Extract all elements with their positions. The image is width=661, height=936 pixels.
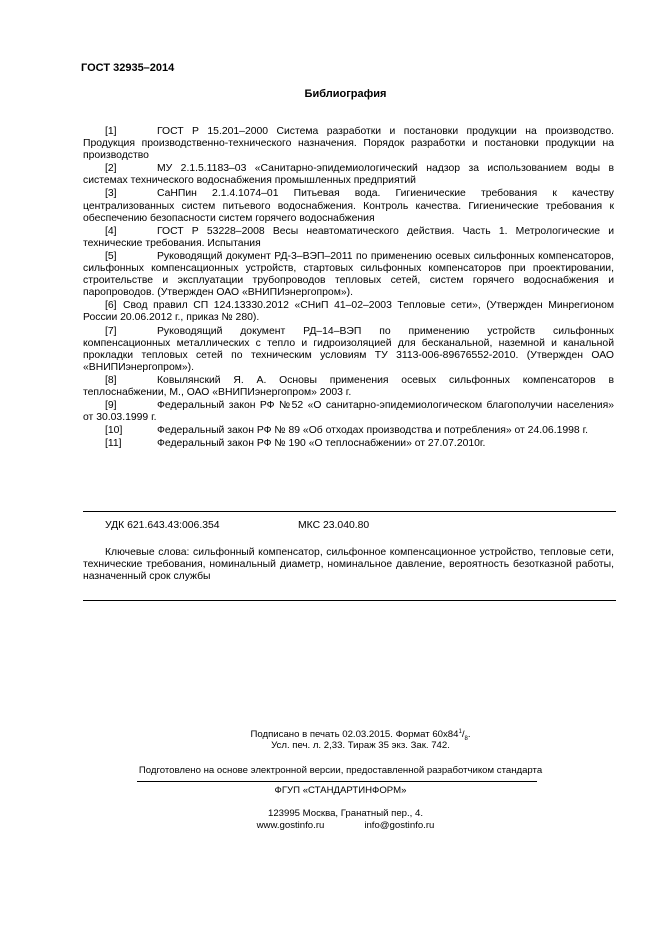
entry-number: [4] <box>105 225 117 237</box>
entry-text: Федеральный закон РФ № 190 «О теплоснабжении» от 27.07.2010г. <box>157 438 486 450</box>
publisher-line <box>0 785 661 797</box>
section-title: Библиография <box>304 88 387 100</box>
entry-text: Свод правил СП 124.13330.2012 «СНиП 41–02–2003 Тепловые сети», (Утвержден Минрегионом России 20.06.2012 г., приказ № 280). <box>83 300 614 324</box>
entry-text: Федеральный закон РФ №52 «О санитарно-эпидемиологическом благополучии населения» от 30.03.1999 г. <box>83 400 614 424</box>
entry-text: ГОСТ Р 15.201–2000 Система разработки и постановки продукции на производство. Продукция производственно-технического назначения. Порядок разработки и постановки продукции на производство <box>83 126 614 162</box>
entry-text: Ковылянский Я. А. Основы применения осевых сильфонных компенсаторов в теплоснабжении, М., ОАО «ВНИПИэнергопром» 2003 г. <box>83 374 614 398</box>
entry-number: [11] <box>105 438 122 450</box>
prepared-by: Подготовлено на основе электронной версии, предоставленной разработчиком стандарта <box>138 765 543 776</box>
print-signed-line: Подписано в печать 02.03.2015. Формат $60х84^1/_8$. <box>0 727 661 746</box>
entry-number: [8] <box>105 374 117 386</box>
udk-code: УДК 621.643.43:006.354 <box>105 520 220 531</box>
publisher-divider <box>137 781 537 782</box>
entry-number: [7] <box>105 325 117 337</box>
signed-text: Подписано в печать 02.03.2015. Формат 60х84 <box>250 729 459 741</box>
publisher-contacts <box>0 808 661 832</box>
mks-code: МКС 23.040.80 <box>298 520 370 531</box>
entry-number: [6] <box>105 300 117 312</box>
print-info-line <box>0 740 661 752</box>
bibliography-entry <box>83 438 614 450</box>
entry-text: Федеральный закон РФ № 89 «Об отходах производства и потребления» от 24.06.1998 г. <box>157 425 588 437</box>
entry-number: [3] <box>105 188 117 200</box>
entry-number: [2] <box>105 163 117 175</box>
entry-number: [5] <box>105 250 117 262</box>
keywords-paragraph: Ключевые слова: сильфонный компенсатор, сильфонное компенсационное устройство, тепловые сети, технические требования, номинальный диаметр, номинальное давление, вероятность безотказной работы, назначенный срок службы <box>83 547 614 583</box>
bibliography-entry <box>83 126 614 162</box>
entry-text: ГОСТ Р 53228–2008 Весы неавтоматического действия. Часть 1. Метрологические и технические требования. Испытания <box>83 225 614 249</box>
entry-text: СаНПин 2.1.4.1074–01 Питьевая вода. Гигиенические требования к качеству централизованных систем питьевого водоснабжения. Контроль качества. Гигиенические требования к обеспечению безопасности систем горячего водоснабжения <box>83 188 614 224</box>
bibliography-entry <box>83 326 614 374</box>
bibliography-entry <box>83 300 614 324</box>
divider-top <box>83 511 616 512</box>
entry-text: МУ 2.1.5.1183–03 «Санитарно-эпидемиологический надзор за использованием воды в системах технического водоснабжения промышленных предприятий <box>83 163 614 187</box>
address-row <box>0 808 661 820</box>
bibliography-entry <box>83 188 614 224</box>
entry-number: [1] <box>105 126 117 137</box>
publisher-name: ФГУП «СТАНДАРТИНФОРМ» <box>274 785 407 796</box>
entry-number: [10] <box>105 425 123 437</box>
prepared-by-line <box>0 765 661 777</box>
entry-number: [9] <box>105 400 117 412</box>
links-row <box>0 820 661 832</box>
bibliography-entry <box>83 375 614 399</box>
classification-codes <box>105 520 370 531</box>
bibliography-entry <box>83 226 614 250</box>
format-denominator: 8 <box>464 736 468 743</box>
entry-text: Руководящий документ РД-3–ВЭП–2011 по применению осевых сильфонных компенсаторов, сильфонных компенсационных устройств, стартовых сильфонных компенсаторов при проектировании, строительстве и эксплуатации трубопроводов тепловых сетей, систем горячего водоснабжения и паропроводов. (Утвержден ОАО «ВНИПИэнергопром»). <box>83 250 614 299</box>
bibliography-entry <box>83 400 614 424</box>
document-id-header: ГОСТ 32935–2014 <box>81 62 175 74</box>
format-suffix: . <box>467 729 471 741</box>
bibliography-entry <box>83 251 614 299</box>
bibliography-entry <box>83 425 614 437</box>
publisher-address: 123995 Москва, Гранатный пер., 4. <box>268 808 423 819</box>
format-numerator: 1 <box>458 729 462 735</box>
link-spacer <box>324 820 364 832</box>
email-link[interactable]: info@gostinfo.ru <box>364 819 435 831</box>
bibliography-entry <box>83 163 614 187</box>
divider-bottom <box>83 600 616 601</box>
website-link[interactable]: www.gostinfo.ru <box>256 819 325 831</box>
bibliography-list <box>83 126 614 450</box>
print-info: Усл. печ. л. 2,33. Тираж 35 экз. Зак. 742. <box>271 740 450 751</box>
entry-text: Руководящий документ РД–14–ВЭП по применению устройств сильфонных компенсационных металлических с тепло и гидроизоляцией для бесканальной, наземной и канальной прокладки тепловых сетей по техническим условиям ТУ 3113-006-89676552-2010. (Утвержден ОАО «ВНИПИэнергопром»). <box>83 325 614 373</box>
